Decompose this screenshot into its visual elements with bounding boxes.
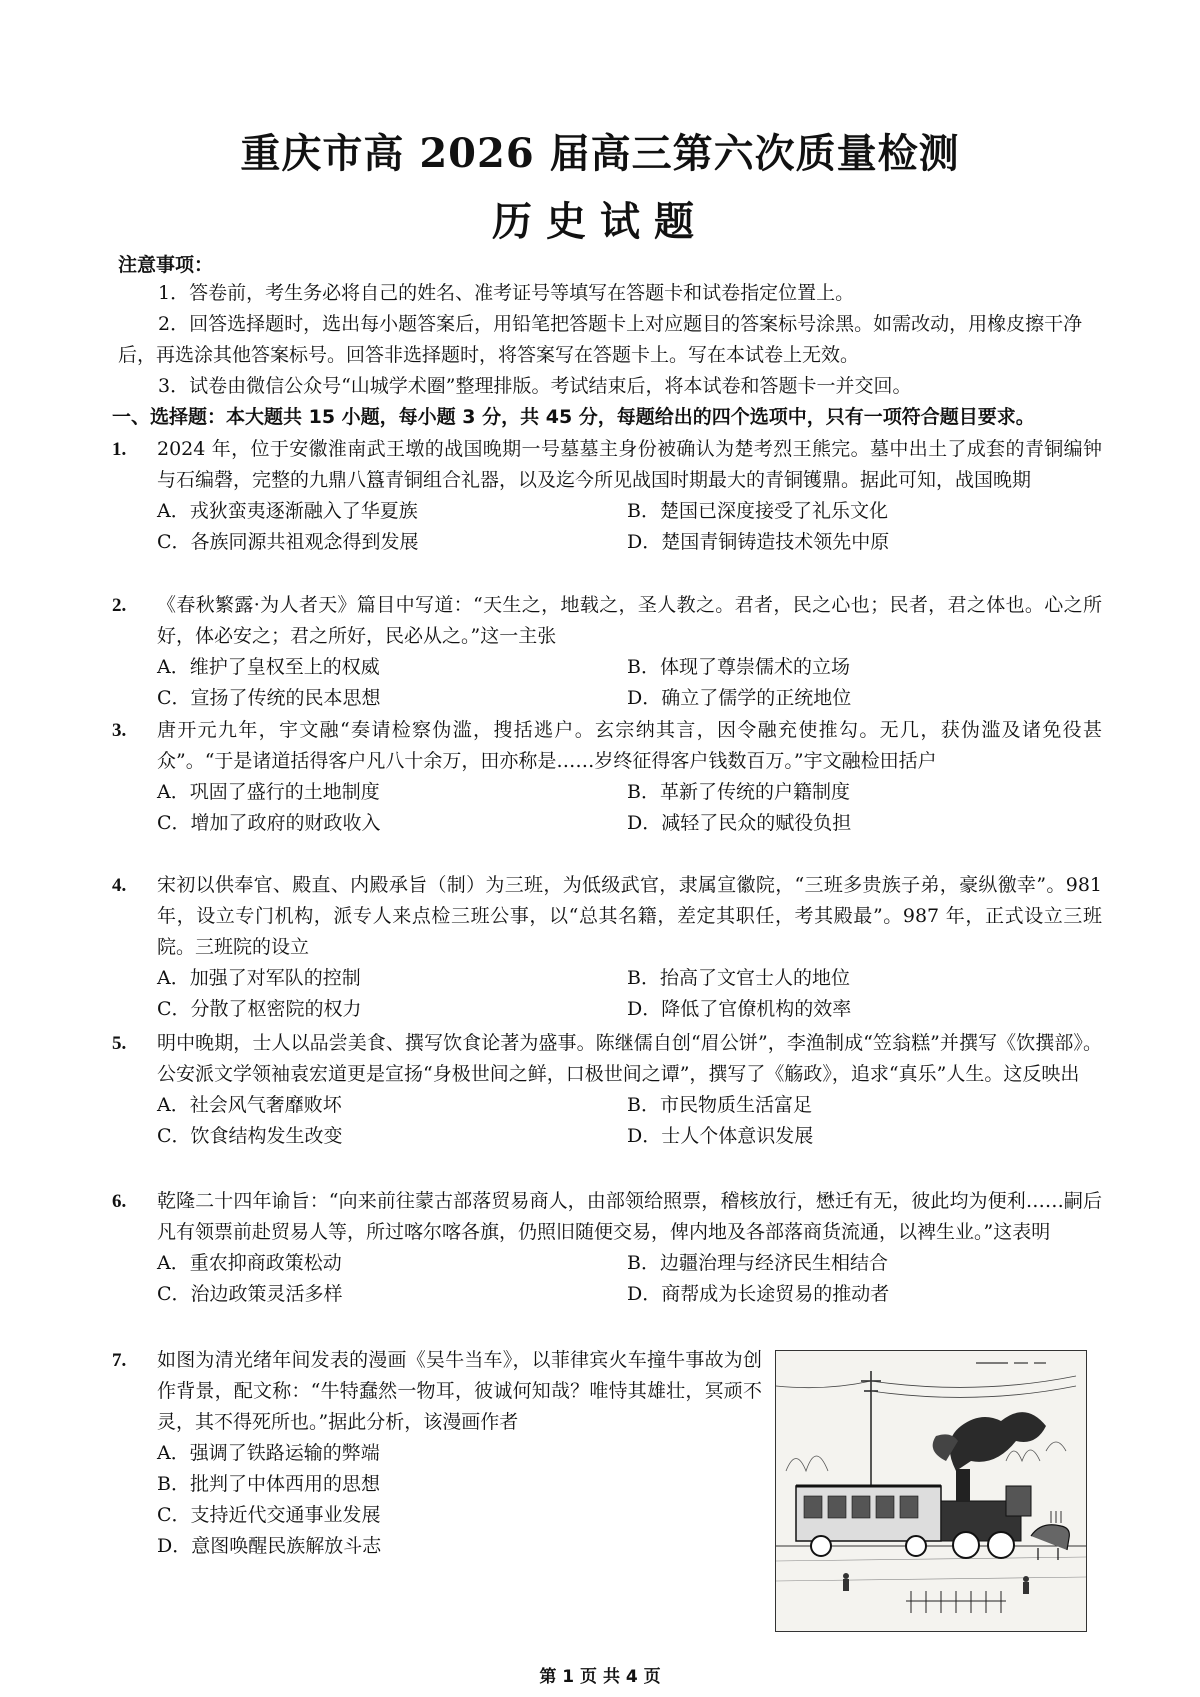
question-stem: 唐开元九年，宇文融“奏请检察伪滥，搜括逃户。玄宗纳其言，因令融充使推勾。无几，获伪滥及诸免役甚众”。“于是诸道括得客户凡八十余万，田亦称是……岁终征得客户钱数百万。”宇文融检田括户 <box>157 719 1102 772</box>
option-a[interactable]: A．加强了对军队的控制 <box>157 967 361 989</box>
question-stem: 如图为清光绪年间发表的漫画《吴牛当车》，以菲律宾火车撞牛事故为创作背景，配文称：“牛特蠢然一物耳，彼诚何知哉？唯恃其雄壮，冥顽不灵，其不得死所也。”据此分析，该漫画作者 <box>157 1349 762 1433</box>
option-d[interactable]: D．士人个体意识发展 <box>627 1125 814 1147</box>
page-footer: 第 1 页 共 4 页 <box>539 1667 661 1687</box>
question-6 <box>112 1186 1102 1310</box>
option-d[interactable]: D．意图唤醒民族解放斗志 <box>157 1535 382 1557</box>
option-list <box>157 496 1102 558</box>
cartoon-illustration <box>775 1350 1087 1632</box>
question-5 <box>112 1028 1102 1152</box>
option-c[interactable]: C．增加了政府的财政收入 <box>157 812 381 834</box>
option-b[interactable]: B．批判了中体西用的思想 <box>157 1473 380 1495</box>
question-stem: 明中晚期，士人以品尝美食、撰写饮食论著为盛事。陈继儒自创“眉公饼”，李渔制成“笠翁糕”并撰写《饮撰部》。公安派文学领袖袁宏道更是宣扬“身极世间之鲜，口极世间之谭”，撰写了《觞政》，追求“真乐”人生。这反映出 <box>157 1032 1102 1085</box>
option-c[interactable]: C．分散了枢密院的权力 <box>157 998 362 1020</box>
question-number: 4. <box>112 875 127 896</box>
exam-title: 重庆市高 2026 届高三第六次质量检测 <box>240 130 960 177</box>
option-b[interactable]: B．革新了传统的户籍制度 <box>627 781 850 803</box>
option-d[interactable]: D．楚国青铜铸造技术领先中原 <box>627 531 890 553</box>
question-4 <box>112 870 1102 1025</box>
question-stem: 《春秋繁露·为人者天》篇目中写道：“天生之，地载之，圣人教之。君者，民之心也；民者，君之体也。心之所好，体必安之；君之所好，民必从之。”这一主张 <box>157 594 1102 647</box>
question-number: 7. <box>112 1350 127 1371</box>
option-b[interactable]: B．市民物质生活富足 <box>627 1094 812 1116</box>
option-list <box>157 963 1102 1025</box>
section-heading: 一、选择题：本大题共 15 小题，每小题 3 分，共 45 分，每题给出的四个选项中，只有一项符合题目要求。 <box>112 406 1035 428</box>
option-list <box>157 1438 762 1562</box>
option-d[interactable]: D．降低了官僚机构的效率 <box>627 998 852 1020</box>
option-list <box>157 1248 1102 1310</box>
option-list <box>157 1090 1102 1152</box>
question-3 <box>112 715 1102 839</box>
question-number: 3. <box>112 720 127 741</box>
train-cartoon-image <box>776 1351 1086 1631</box>
option-a[interactable]: A．重农抑商政策松动 <box>157 1252 342 1274</box>
option-c[interactable]: C．各族同源共祖观念得到发展 <box>157 531 419 553</box>
option-b[interactable]: B．边疆治理与经济民生相结合 <box>627 1252 888 1274</box>
notice-item: 2．回答选择题时，选出每小题答案后，用铅笔把答题卡上对应题目的答案标号涂黑。如需改动，用橡皮擦干净后，再选涂其他答案标号。回答非选择题时，将答案写在答题卡上。写在本试卷上无效。 <box>118 313 1083 366</box>
question-stem: 乾隆二十四年谕旨：“向来前往蒙古部落贸易商人，由部领给照票，稽核放行，懋迁有无，彼此均为便利……嗣后凡有领票前赴贸易人等，所过喀尔喀各旗，仍照旧随便交易，俾内地及各部落商货流通，以裨生业。”这表明 <box>157 1190 1102 1243</box>
option-a[interactable]: A．社会风气奢靡败坏 <box>157 1094 342 1116</box>
question-stem: 2024 年，位于安徽淮南武王墩的战国晚期一号墓墓主身份被确认为楚考烈王熊完。墓中出土了成套的青铜编钟与石编磬，完整的九鼎八簋青铜组合礼器，以及迄今所见战国时期最大的青铜镬鼎。据此可知，战国晚期 <box>157 438 1102 491</box>
question-number: 5. <box>112 1033 127 1054</box>
notice-heading: 注意事项： <box>118 254 214 276</box>
option-a[interactable]: A．维护了皇权至上的权威 <box>157 656 380 678</box>
option-a[interactable]: A．巩固了盛行的土地制度 <box>157 781 380 803</box>
option-d[interactable]: D．减轻了民众的赋役负担 <box>627 812 852 834</box>
option-list <box>157 777 1102 839</box>
option-c[interactable]: C．饮食结构发生改变 <box>157 1125 343 1147</box>
option-a[interactable]: A．强调了铁路运输的弊端 <box>157 1442 380 1464</box>
option-b[interactable]: B．体现了尊崇儒术的立场 <box>627 656 850 678</box>
exam-subtitle: 历史试题 <box>492 198 708 245</box>
option-b[interactable]: B．抬高了文官士人的地位 <box>627 967 850 989</box>
question-number: 1. <box>112 439 127 460</box>
notice-item: 1．答卷前，考生务必将自己的姓名、准考证号等填写在答题卡和试卷指定位置上。 <box>158 282 855 304</box>
option-d[interactable]: D．商帮成为长途贸易的推动者 <box>627 1283 890 1305</box>
question-number: 6. <box>112 1191 127 1212</box>
option-list <box>157 652 1102 714</box>
question-2 <box>112 590 1102 714</box>
option-b[interactable]: B．楚国已深度接受了礼乐文化 <box>627 500 888 522</box>
option-c[interactable]: C．支持近代交通事业发展 <box>157 1504 381 1526</box>
notice-item: 3．试卷由微信公众号“山城学术圈”整理排版。考试结束后，将本试卷和答题卡一并交回。 <box>158 375 912 397</box>
option-c[interactable]: C．治边政策灵活多样 <box>157 1283 343 1305</box>
question-7 <box>112 1345 762 1562</box>
question-stem: 宋初以供奉官、殿直、内殿承旨（制）为三班，为低级武官，隶属宣徽院，“三班多贵族子弟，豪纵徼幸”。981 年，设立专门机构，派专人来点检三班公事，以“总其名籍，差定其职任，考其殿最”。987 年，正式设立三班院。三班院的设立 <box>157 874 1102 958</box>
option-d[interactable]: D．确立了儒学的正统地位 <box>627 687 852 709</box>
question-number: 2. <box>112 595 127 616</box>
option-a[interactable]: A．戎狄蛮夷逐渐融入了华夏族 <box>157 500 418 522</box>
question-1 <box>112 434 1102 558</box>
option-c[interactable]: C．宣扬了传统的民本思想 <box>157 687 381 709</box>
